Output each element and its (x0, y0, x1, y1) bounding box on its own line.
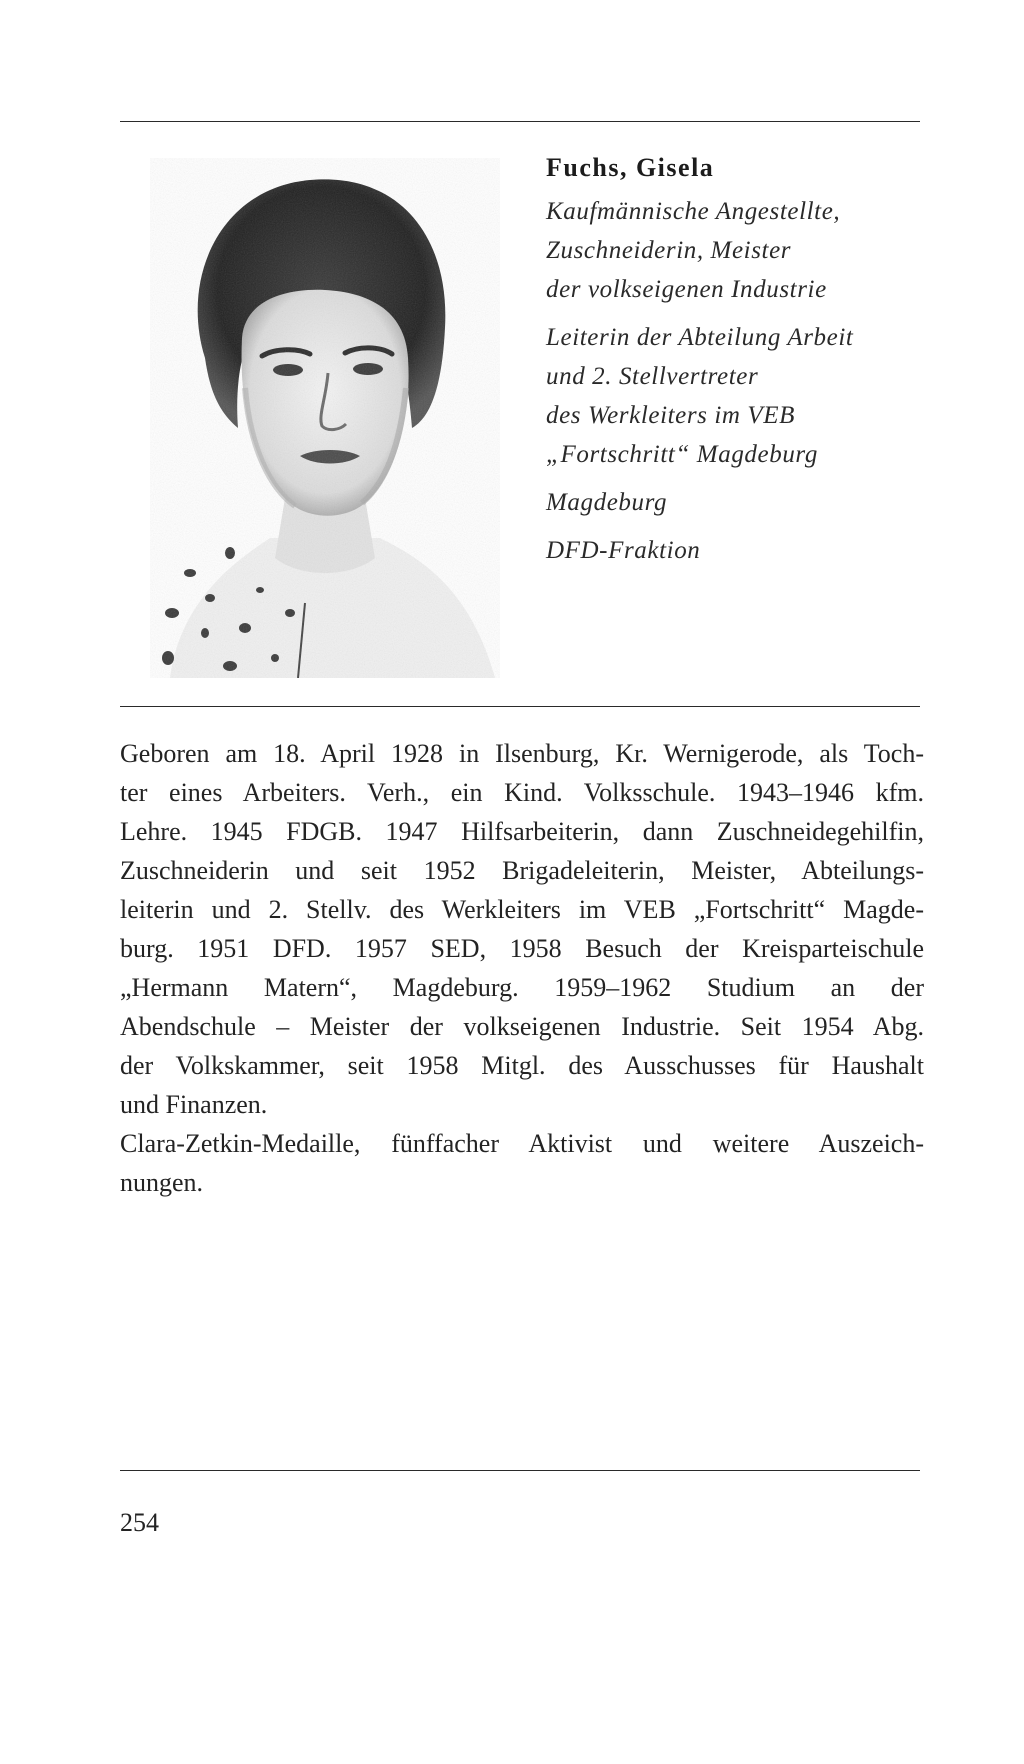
biography-line: ter eines Arbeiters. Verh., ein Kind. Volksschule. 1943–1946 kfm. (120, 778, 924, 807)
biography-line: und Finanzen. (120, 1090, 268, 1119)
biography-line: Zuschneiderin und seit 1952 Brigadeleiterin, Meister, Abteilungs- (120, 856, 924, 885)
biography-line: Abendschule – Meister der volkseigenen Industrie. Seit 1954 Abg. (120, 1012, 924, 1041)
caption-line-position: und 2. Stellvertreter (546, 363, 759, 390)
biography-line: leiterin und 2. Stellv. des Werkleiters im VEB „Fortschritt“ Magde- (120, 895, 924, 924)
caption-line-position: des Werkleiters im VEB (546, 402, 796, 429)
caption-line-constituency: Magdeburg (546, 489, 668, 516)
bottom-rule (120, 1470, 920, 1471)
awards-line: Clara-Zetkin-Medaille, fünffacher Aktivist und weitere Auszeich- (120, 1129, 924, 1158)
caption-line-occupation: Zuschneiderin, Meister (546, 237, 792, 264)
portrait-photo (150, 158, 500, 678)
biography-line: burg. 1951 DFD. 1957 SED, 1958 Besuch der Kreisparteischule (120, 934, 924, 963)
caption-line-position: Leiterin der Abteilung Arbeit (546, 324, 854, 351)
middle-rule (120, 706, 920, 707)
caption-line-occupation: Kaufmännische Angestellte, (546, 198, 841, 225)
caption-line-faction: DFD-Fraktion (546, 537, 701, 564)
page-number: 254 (120, 1508, 159, 1537)
biography-text (120, 734, 924, 1202)
awards-line: nungen. (120, 1168, 204, 1197)
caption-line-position: „Fortschritt“ Magdeburg (546, 441, 818, 468)
top-rule (120, 121, 920, 122)
person-name: Fuchs, Gisela (546, 153, 715, 182)
biography-line: Lehre. 1945 FDGB. 1947 Hilfsarbeiterin, dann Zuschneidegehilfin, (120, 817, 924, 846)
entry-caption (546, 148, 926, 570)
biography-line: der Volkskammer, seit 1958 Mitgl. des Ausschusses für Haushalt (120, 1051, 924, 1080)
caption-line-occupation: der volkseigenen Industrie (546, 276, 827, 303)
biography-line: Geboren am 18. April 1928 in Ilsenburg, Kr. Wernigerode, als Toch- (120, 739, 924, 768)
biography-line: „Hermann Matern“, Magdeburg. 1959–1962 Studium an der (120, 973, 924, 1002)
